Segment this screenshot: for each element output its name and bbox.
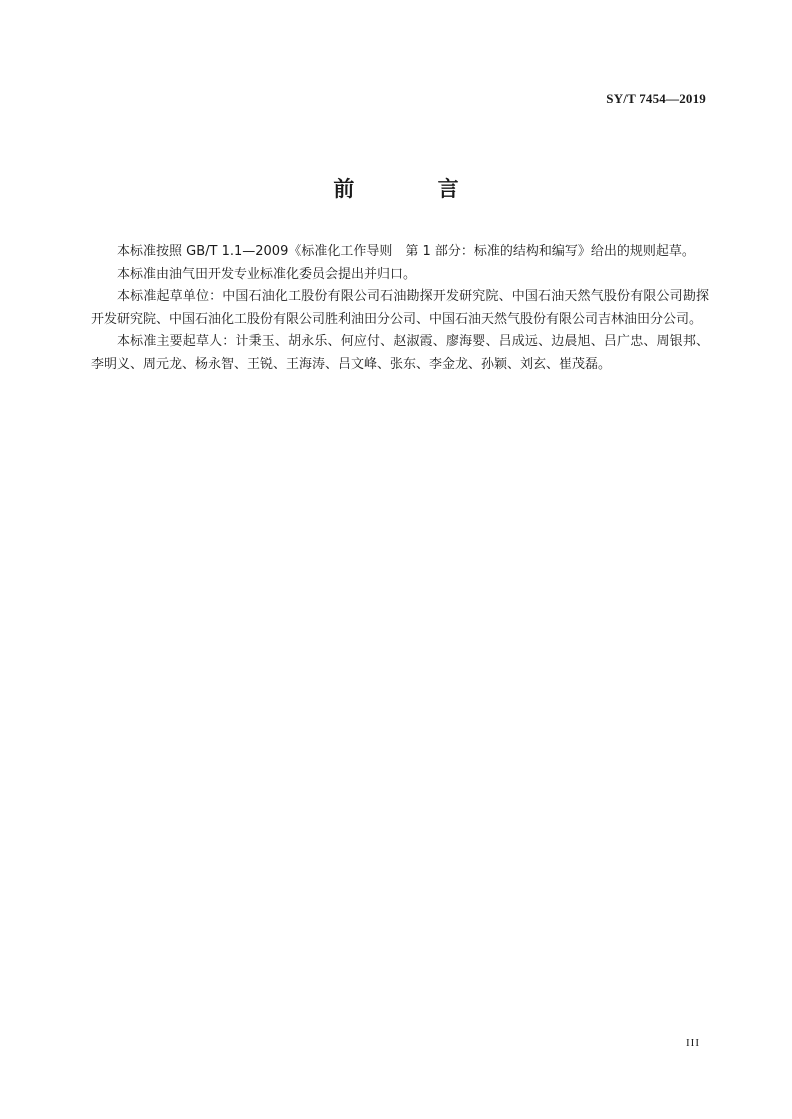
standard-code: SY/T 7454—2019 [606,91,706,106]
paragraph-drafters: 本标准主要起草人：计秉玉、胡永乐、何应付、赵淑霞、廖海婴、吕成远、边晨旭、吕广忠、周银邦、李明义、周元龙、杨永智、王锐、王海涛、吕文峰、张东、李金龙、孙颖、刘玄、崔茂磊。 [91,334,709,372]
paragraph-drafting-rules: 本标准按照 GB/T 1.1—2009《标准化工作导则 第 1 部分：标准的结构和编写》给出的规则起草。 [117,244,695,259]
page-number: III [686,1037,700,1049]
foreword-body [91,241,709,376]
page-title: 前 言 [333,177,497,201]
paragraph-drafting-units: 本标准起草单位：中国石油化工股份有限公司石油勘探开发研究院、中国石油天然气股份有限公司勘探开发研究院、中国石油化工股份有限公司胜利油田分公司、中国石油天然气股份有限公司吉林油田分公司。 [91,289,709,327]
paragraph-proposer: 本标准由油气田开发专业标准化委员会提出并归口。 [117,266,417,282]
